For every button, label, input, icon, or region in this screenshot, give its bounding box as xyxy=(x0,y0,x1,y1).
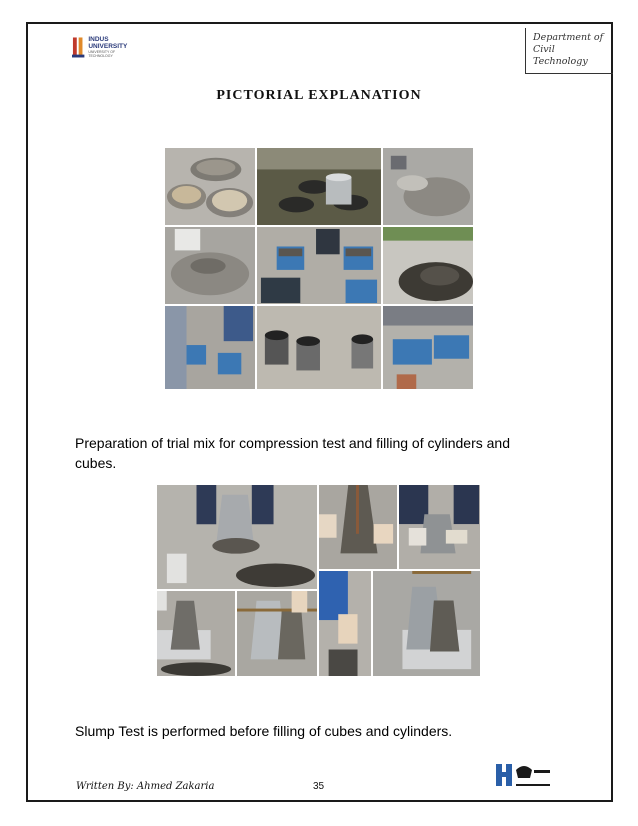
caption-slump-test: Slump Test is performed before filling of cubes and cylinders. xyxy=(75,723,453,739)
logo-line1: INDUS xyxy=(88,36,109,43)
photo-tamping-cubes xyxy=(164,305,256,390)
department-line: Technology xyxy=(533,56,588,67)
company-logo-icon xyxy=(494,760,554,794)
photo-blue-shirt-worker xyxy=(318,570,372,677)
photo-filled-moulds xyxy=(382,305,474,390)
department-line: Civil xyxy=(533,44,555,55)
photo-bucket-on-ground xyxy=(256,147,382,226)
page-number: 35 xyxy=(313,781,325,792)
university-emblem-icon xyxy=(72,35,85,59)
photo-mixing-pile xyxy=(382,147,474,226)
page-heading: PICTORIAL EXPLANATION xyxy=(216,88,422,103)
slump-test-photo-collage xyxy=(156,484,481,677)
photo-slump-cone-lift xyxy=(156,484,318,590)
trial-mix-photo-grid xyxy=(164,147,474,390)
indus-university-logo xyxy=(72,34,138,60)
photo-slumped-concrete xyxy=(372,570,481,677)
photo-concrete-heap xyxy=(382,226,474,305)
photo-cone-on-tray xyxy=(156,590,236,677)
footer-author: Written By: Ahmed Zakaria xyxy=(76,781,215,792)
photo-pouring-water xyxy=(164,226,256,305)
photo-slump-cone-rodding xyxy=(318,484,398,570)
caption-trial-mix: Preparation of trial mix for compression test and filling of cylinders and cubes. xyxy=(75,435,510,471)
department-box xyxy=(525,28,613,74)
logo-line2: UNIVERSITY xyxy=(88,43,128,50)
photo-measuring-slump xyxy=(236,590,318,677)
page-border xyxy=(26,22,613,802)
photo-slump-cone-filling xyxy=(398,484,481,570)
photo-blue-cube-moulds xyxy=(256,226,382,305)
department-line: Department of xyxy=(533,32,604,43)
logo-tagline: UNIVERSITY OF TECHNOLOGY xyxy=(88,50,116,58)
photo-steel-cylinders xyxy=(256,305,382,390)
photo-aggregate-pans xyxy=(164,147,256,226)
